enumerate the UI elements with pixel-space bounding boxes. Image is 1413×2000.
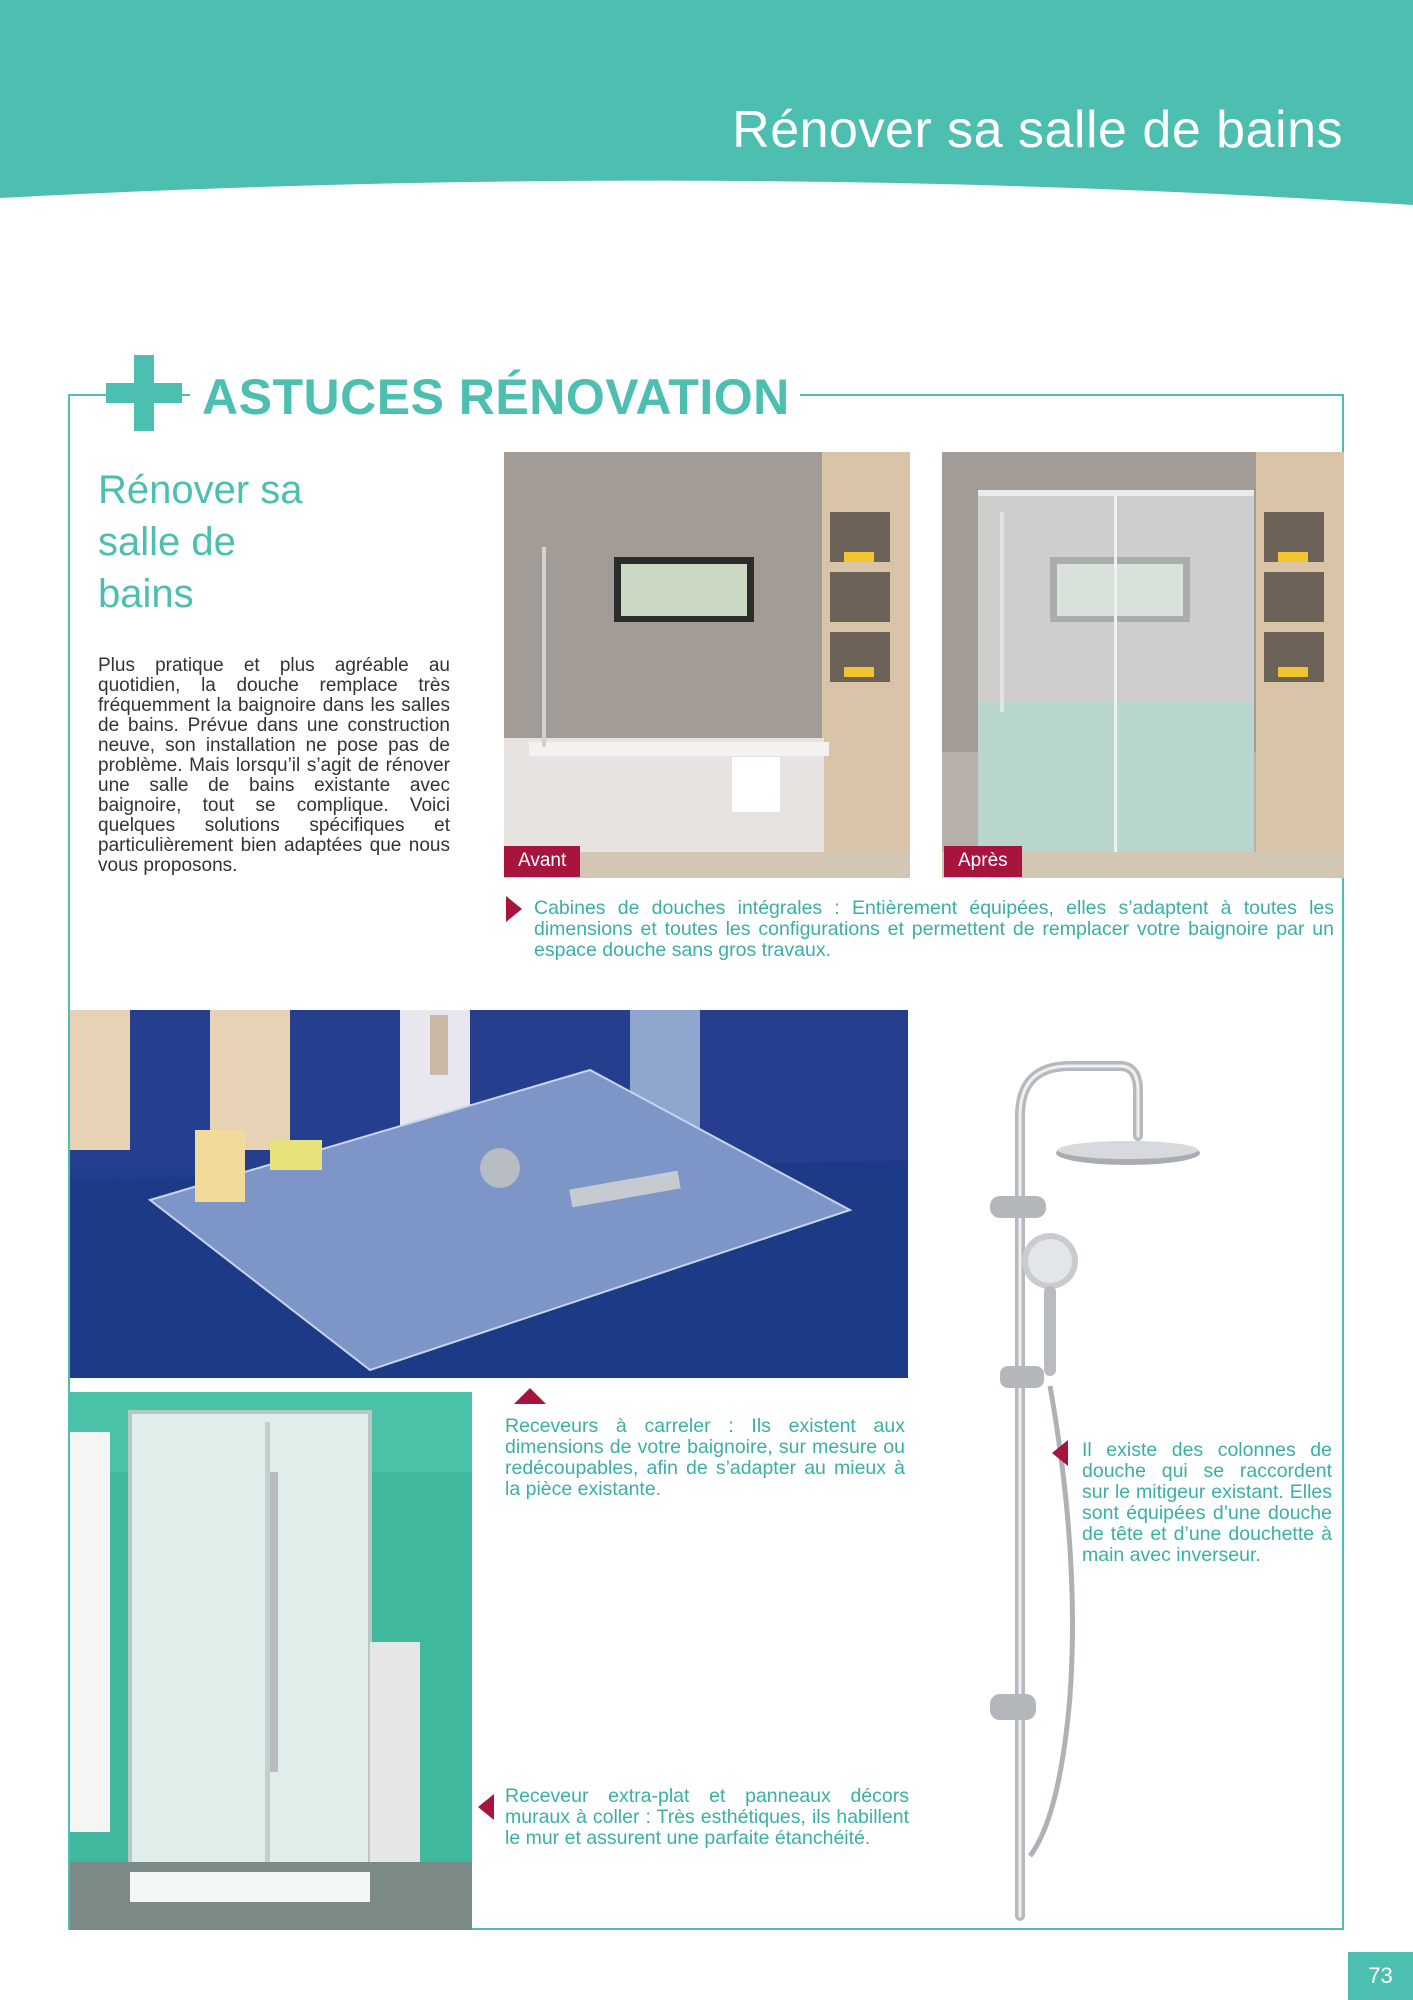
section-subtitle: Rénover sa salle de bains	[98, 468, 303, 616]
photo-tiled-floor	[70, 1010, 908, 1378]
tag-avant: Avant	[504, 846, 580, 877]
section-title: ASTUCES RÉNOVATION	[190, 368, 800, 426]
caption-arrow-icon	[514, 1388, 546, 1404]
page-number: 73	[1348, 1952, 1413, 2000]
tag-apres: Après	[944, 846, 1022, 877]
caption-arrow-icon	[506, 896, 522, 922]
caption-cabines: Cabines de douches intégrales : Entièrement équipées, elles s’adaptent à toutes les dimensions et toutes les configurations et permettent de remplacer votre baignoire par un espace douche sans gros travaux.	[534, 897, 1334, 961]
plus-icon	[106, 355, 182, 431]
caption-receveurs: Receveurs à carreler : Ils existent aux dimensions de votre baignoire, sur mesure ou redécoupables, afin de s’adapter au mieux à la pièce existante.	[505, 1415, 905, 1500]
caption-colonnes: Il existe des colonnes de douche qui se raccordent sur le mitigeur existant. Elles sont équipées d’une douche de tête et d’une douchette à main avec inverseur.	[1082, 1439, 1332, 1566]
photo-shower-cabin	[70, 1392, 472, 1930]
intro-text: Plus pratique et plus agréable au quotidien, la douche remplace très fréquemment la baignoire dans les salles de bains. Prévue dans une construction neuve, son installation ne pose pas de problème. Mais lorsqu’il s’agit de rénover une salle de bains existante avec baignoire, tout se complique. Voici quelques solutions spécifiques et particulièrement bien adaptées que nous vous proposons.	[98, 655, 450, 876]
photo-before	[504, 452, 910, 878]
photo-after	[942, 452, 1344, 878]
caption-arrow-icon	[478, 1794, 494, 1820]
caption-arrow-icon	[1052, 1440, 1068, 1466]
caption-extra-plat: Receveur extra-plat et panneaux décors muraux à coller : Très esthétiques, ils habillent le mur et assurent une parfaite étanchéité.	[505, 1785, 909, 1849]
page-title: Rénover sa salle de bains	[732, 101, 1343, 159]
